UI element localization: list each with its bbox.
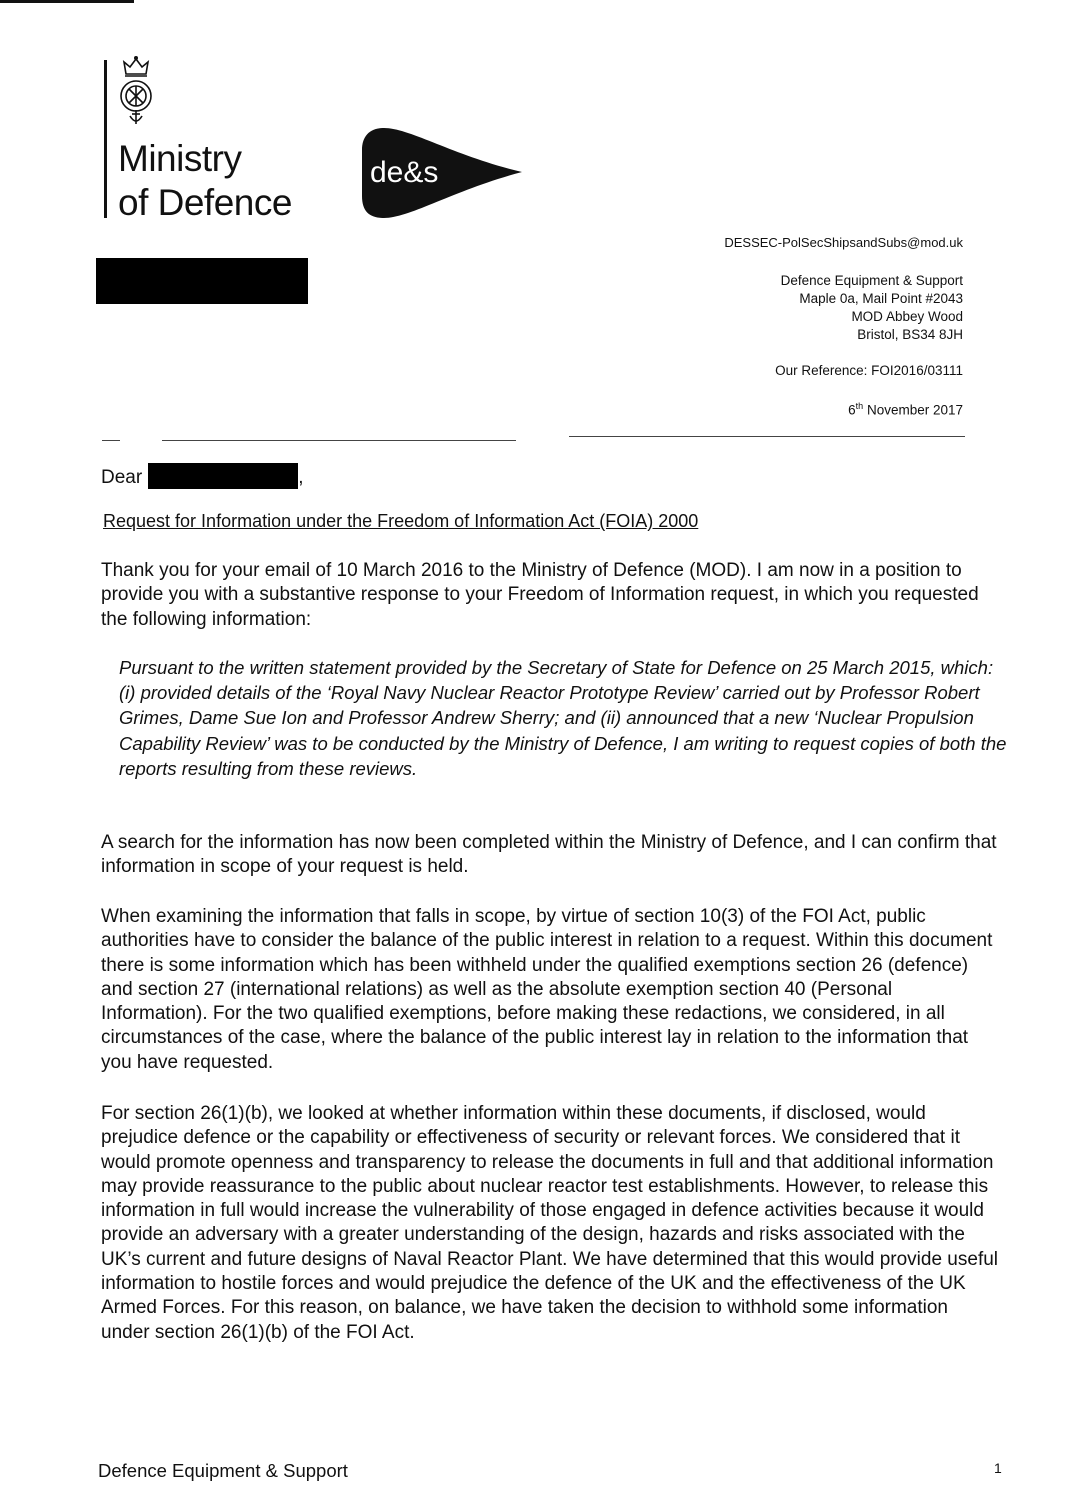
salutation-comma: , — [298, 467, 304, 488]
quoted-request: Pursuant to the written statement provided by the Secretary of State for Defence on 25 March 2015, which: (i) provided details of the ‘Royal Navy Nuclear Reactor Prototype Review’ carried out by Professor Robert Grimes, Dame Sue Ion and Professor Andrew Sherry; and (ii) announced that a new ‘Nuclear Propulsion Capability Review’ was to be conducted by the Ministry of Defence, I am writing to request copies of both the reports resulting from these reviews. — [119, 657, 1007, 779]
footer-org: Defence Equipment & Support — [98, 1460, 348, 1481]
deas-logo — [362, 126, 522, 220]
paragraph-intro: Thank you for your email of 10 March 2016 to the Ministry of Defence (MOD). I am now in a position to provide you with a substantive response to your Freedom of Information request, in which you requested the following information: — [101, 560, 979, 630]
logo-vertical-rule — [104, 60, 107, 218]
our-reference: Our Reference: FOI2016/03111 — [775, 363, 963, 378]
org-name-line2: of Defence — [118, 182, 292, 223]
letter-date — [848, 401, 963, 418]
address-line: MOD Abbey Wood — [851, 309, 963, 324]
address-line: Maple 0a, Mail Point #2043 — [799, 291, 963, 306]
date-suffix: th — [855, 401, 864, 411]
date-rest: November 2017 — [863, 402, 963, 418]
paragraph-section-26: For section 26(1)(b), we looked at whether information within these documents, if disclosed, would prejudice defence or the capability or effectiveness of security or relevant forces. We considered that it would promote openness and transparency to release the documents in full and that additional information may provide reassurance to the public about nuclear reactor test establishments. However, to release this information in full would increase the vulnerability of those engaged in defence activities because it would provide an adversary with a greater understanding of the design, hazards and risks associated with the UK’s current and future designs of Naval Reactor Plant. We have determined that this would provide useful information to hostile forces and would prejudice the defence of the UK and the effectiveness of the UK Armed Forces. For this reason, on balance, we have taken the decision to withhold some information under section 26(1)(b) of the FOI Act. — [101, 1103, 999, 1343]
salutation-text: Dear — [101, 467, 143, 488]
sender-address — [781, 272, 963, 344]
royal-crest-icon — [114, 54, 158, 134]
letter-subject: Request for Information under the Freedom of Information Act (FOIA) 2000 — [103, 511, 699, 531]
redacted-name — [148, 463, 298, 489]
divider-rule — [162, 440, 516, 441]
paragraph-search: A search for the information has now been completed within the Ministry of Defence, and I can confirm that information in scope of your request is held. — [101, 832, 997, 878]
address-line: Bristol, BS34 8JH — [857, 327, 963, 342]
deas-logo-text: de&s — [370, 156, 439, 189]
redacted-recipient-block — [96, 258, 308, 304]
top-edge-mark — [0, 0, 134, 3]
salutation — [101, 463, 303, 489]
org-name-line1: Ministry — [118, 138, 242, 179]
address-line: Defence Equipment & Support — [780, 273, 963, 288]
paragraph-exemptions: When examining the information that falls in scope, by virtue of section 10(3) of the FOI Act, public authorities have to consider the balance of the public interest in relation to a request. Within this document there is some information which has been withheld under the qualified exemptions section 26 (defence) and section 27 (international relations) as well as the absolute exemption section 40 (Personal Information). For the two qualified exemptions, before making these redactions, we considered, in all circumstances of the case, where the balance of the public interest lay in relation to the information that you have requested. — [101, 906, 993, 1073]
divider-rule — [569, 436, 965, 437]
divider-rule — [102, 440, 120, 441]
sender-email: DESSEC-PolSecShipsandSubs@mod.uk — [724, 235, 963, 250]
page-number: 1 — [994, 1460, 1002, 1476]
date-day: 6 — [848, 402, 856, 418]
